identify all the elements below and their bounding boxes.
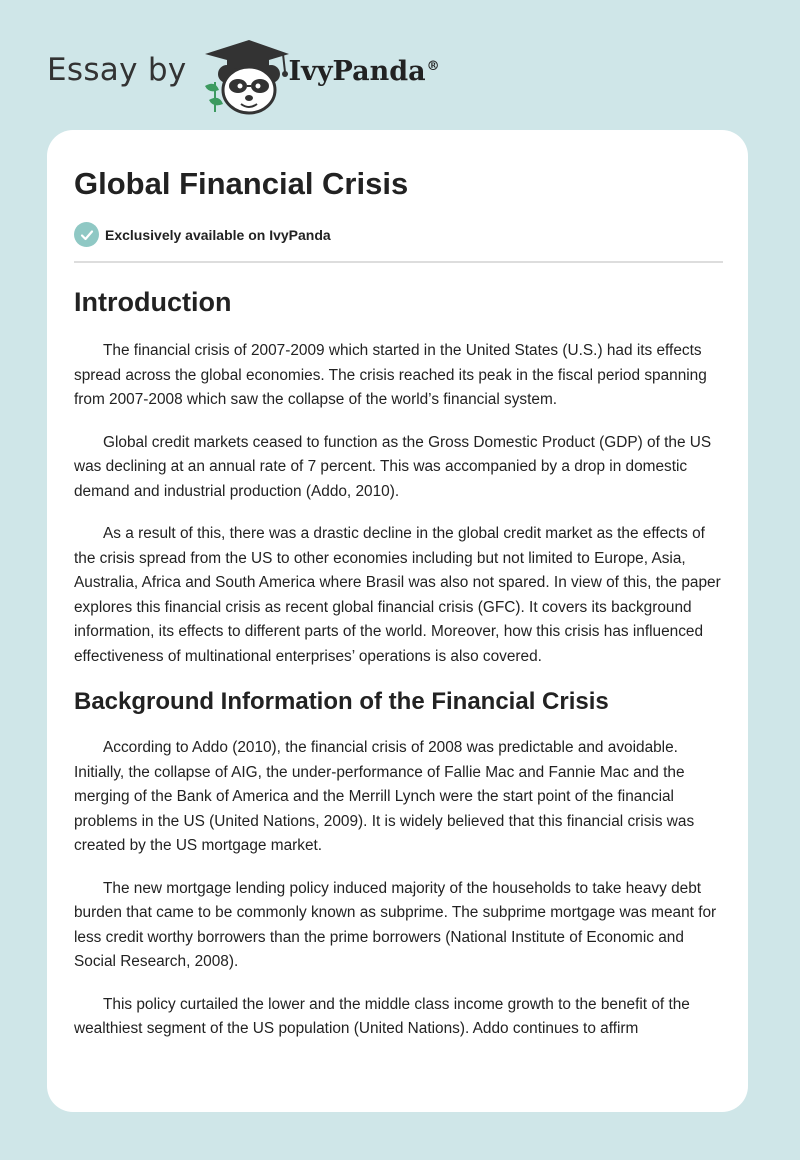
brand-prefix: Essay by: [47, 52, 187, 88]
paragraph: Global credit markets ceased to function as the Gross Domestic Product (GDP) of the US was declining at an annual rate of 7 percent. This was accompanied by a drop in domestic demand and industrial production (Addo, 2010).: [74, 433, 712, 500]
check-icon: [74, 222, 99, 247]
panda-logo-icon: [197, 36, 291, 116]
paragraph: As a result of this, there was a drastic decline in the global credit market as the effects of the crisis spread from the US to other economies including but not limited to Europe, Asia, Australia, Africa and South America where Brasil was also not spared. In view of this, the paper explores this financial crisis as recent global financial crisis (GFC). It covers its background information, its effects to different parts of the world. Moreover, how this crisis has influenced effectiveness of multinational enterprises’ operations is also covered.: [74, 525, 721, 665]
essay-card: [47, 130, 748, 1112]
badge-label: Exclusively available on IvyPanda: [105, 226, 331, 243]
paragraph: The financial crisis of 2007-2009 which started in the United States (U.S.) had its effects spread across the global economies. The crisis reached its peak in the fiscal period spanning from 2007-2008 which saw the collapse of the world’s financial system.: [74, 342, 707, 408]
brand-name: IvyPanda®: [288, 55, 440, 87]
divider: [74, 261, 723, 263]
section-heading: Background Information of the Financial Crisis: [74, 688, 609, 715]
page-title: Global Financial Crisis: [74, 166, 409, 201]
section-heading: Introduction: [74, 287, 232, 317]
paragraph: The new mortgage lending policy induced majority of the households to take heavy debt burden that came to be commonly known as subprime. The subprime mortgage was meant for less credit worthy borrowers than the prime borrowers (National Institute of Economic and Social Research, 2008).: [74, 879, 717, 970]
site-brand[interactable]: [47, 36, 507, 116]
exclusive-badge: [74, 222, 331, 247]
paragraph: According to Addo (2010), the financial crisis of 2008 was predictable and avoidable. Initially, the collapse of AIG, the under-performance of Fallie Mac and Fannie Mac and the merging of the Bank of America and the Merrill Lynch were the start point of the financial problems in the US (United Nations, 2009). It is widely believed that this financial crisis was created by the US mortgage market.: [74, 739, 695, 854]
paragraph: This policy curtailed the lower and the middle class income growth to the benefit of the wealthiest segment of the US population (United Nations). Addo continues to affirm: [74, 995, 690, 1037]
article-body: [74, 285, 726, 1060]
